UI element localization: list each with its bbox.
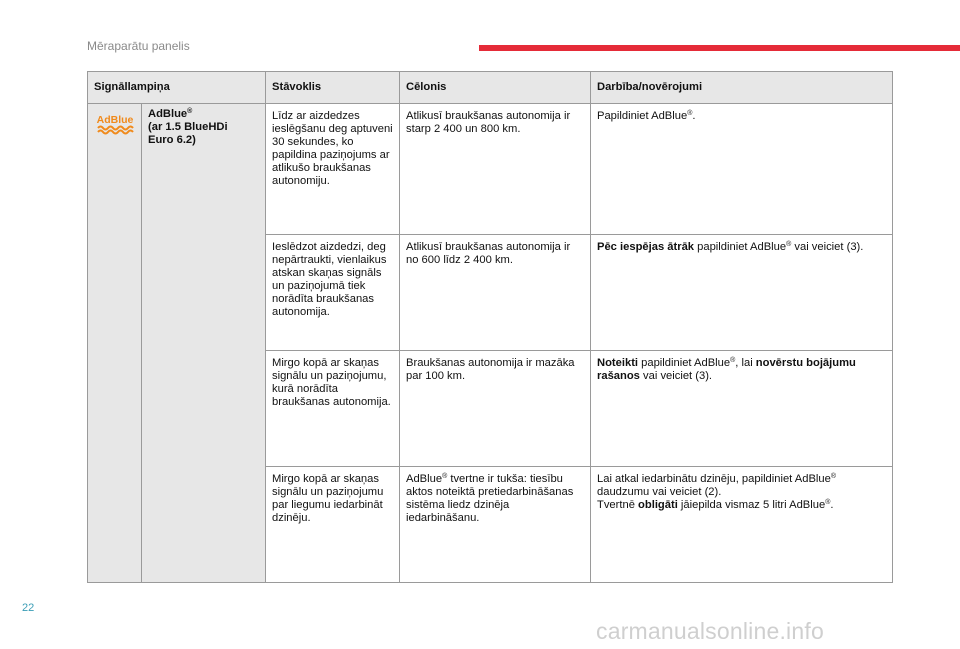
cause-cell: Braukšanas autonomija ir mazāka par 100 km. bbox=[400, 351, 591, 467]
column-header-state: Stāvoklis bbox=[266, 72, 400, 104]
page-number: 22 bbox=[22, 602, 35, 614]
action-cell: Papildiniet AdBlue®. bbox=[591, 104, 893, 235]
column-header-cause: Cēlonis bbox=[400, 72, 591, 104]
action-cell: Lai atkal iedarbinātu dzinēju, papildiniet AdBlue® daudzumu vai veiciet (2). Tvertnē obligāti jāiepilda vismaz 5 litri AdBlue®. bbox=[591, 467, 893, 583]
watermark-text: carmanualsonline.info bbox=[596, 618, 824, 644]
cause-cell: AdBlue® tvertne ir tukša: tiesību aktos noteiktā pretiedarbināšanas sistēma liedz dzinēja iedarbināšanu. bbox=[400, 467, 591, 583]
cause-cell: Atlikusī braukšanas autonomija ir no 600 līdz 2 400 km. bbox=[400, 235, 591, 351]
adblue-icon-label: AdBlue bbox=[96, 114, 134, 126]
state-cell: Līdz ar aizdedzes ieslēgšanu deg aptuveni 30 sekundes, ko papildina paziņojums ar atlikušo braukšanas autonomiju. bbox=[266, 104, 400, 235]
lamp-variant-norm: Euro 6.2) bbox=[148, 134, 196, 146]
lamp-variant: (ar 1.5 BlueHDi bbox=[148, 121, 228, 133]
warning-lamps-table bbox=[87, 71, 893, 583]
table-row bbox=[88, 104, 893, 235]
action-cell: Noteikti papildiniet AdBlue®, lai novērstu bojājumu rašanos vai veiciet (3). bbox=[591, 351, 893, 467]
lamp-name: AdBlue bbox=[148, 108, 188, 120]
column-header-action: Darbība/novērojumi bbox=[591, 72, 893, 104]
adblue-warning-icon bbox=[94, 113, 136, 135]
table-header-row bbox=[88, 72, 893, 104]
column-header-lamp: Signāllampiņa bbox=[88, 72, 266, 104]
state-cell: Mirgo kopā ar skaņas signālu un paziņojumu par liegumu iedarbināt dzinēju. bbox=[266, 467, 400, 583]
cause-cell: Atlikusī braukšanas autonomija ir starp 2 400 un 800 km. bbox=[400, 104, 591, 235]
header-accent-bar bbox=[479, 45, 960, 51]
state-cell: Ieslēdzot aizdedzi, deg nepārtraukti, vienlaikus atskan skaņas signāls un paziņojumā tiek norādīta braukšanas autonomija. bbox=[266, 235, 400, 351]
page-section-title: Mēraparātu panelis bbox=[87, 39, 190, 53]
registered-mark: ® bbox=[187, 108, 193, 115]
action-cell: Pēc iespējas ātrāk papildiniet AdBlue® vai veiciet (3). bbox=[591, 235, 893, 351]
lamp-icon-cell bbox=[88, 104, 142, 583]
state-cell: Mirgo kopā ar skaņas signālu un paziņojumu, kurā norādīta braukšanas autonomija. bbox=[266, 351, 400, 467]
lamp-name-cell bbox=[142, 104, 266, 583]
